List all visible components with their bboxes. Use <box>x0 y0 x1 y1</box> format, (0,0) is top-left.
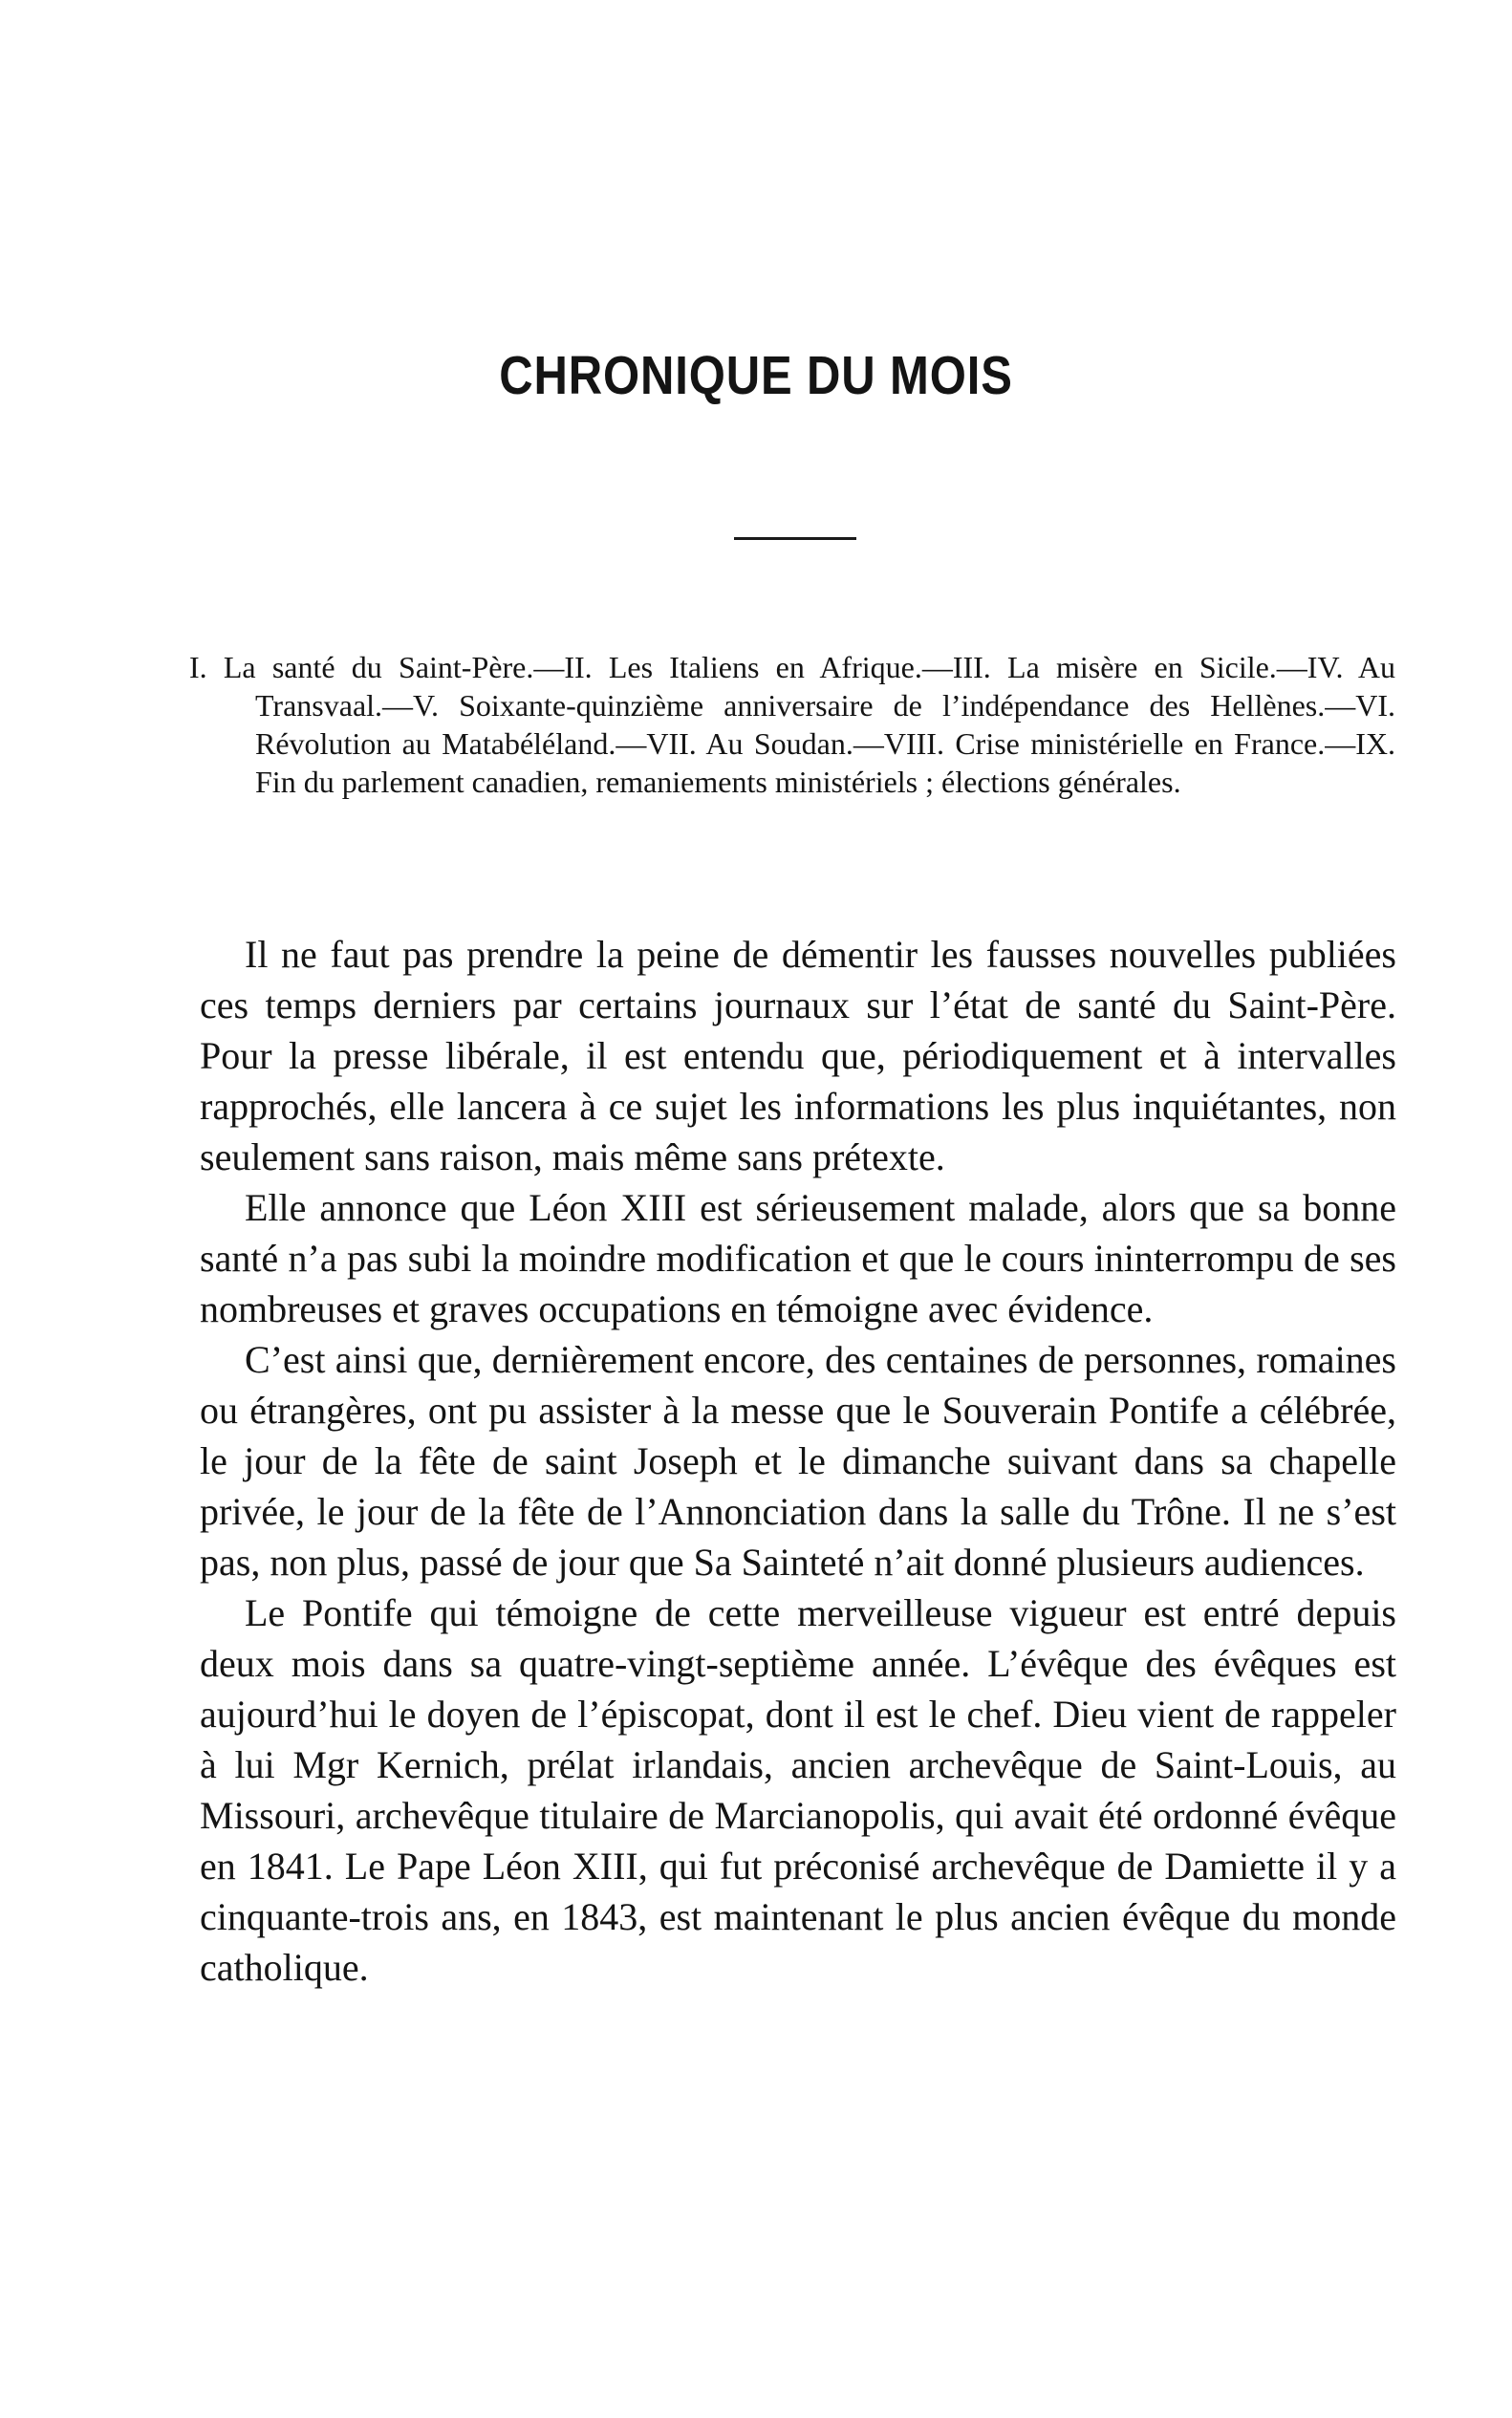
title-divider <box>734 537 856 540</box>
paragraph: C’est ainsi que, dernièrement encore, des centaines de personnes, romaines ou étrangères, ont pu assister à la messe que le Souverain Pontife a célébrée, le jour de la fête de saint Joseph et le dimanche suivant dans sa chapelle privée, le jour de la fête de l’Annonciation dans la salle du Trône. Il ne s’est pas, non plus, passé de jour que Sa Sainteté n’ait donné plusieurs audiences. <box>200 1338 1396 1584</box>
paragraph: Elle annonce que Léon XIII est sérieusement malade, alors que sa bonne santé n’a pas subi la moindre modification et que le cours ininterrompu de ses nombreuses et graves occupations en témoigne avec évidence. <box>200 1186 1396 1330</box>
article-body <box>200 929 1396 1993</box>
paragraph: Il ne faut pas prendre la peine de démentir les fausses nouvelles publiées ces temps derniers par certains journaux sur l’état de santé du Saint-Père. Pour la presse libérale, il est entendu que, périodiquement et à intervalles rapprochés, elle lancera à ce sujet les informations les plus inquiétantes, non seulement sans raison, mais même sans prétexte. <box>200 933 1396 1178</box>
paragraph: Le Pontife qui témoigne de cette merveilleuse vigueur est entré depuis deux mois dans sa quatre-vingt-septième année. L’évêque des évêques est aujourd’hui le doyen de l’épiscopat, dont il est le chef. Dieu vient de rappeler à lui Mgr Kernich, prélat irlandais, ancien archevêque de Saint-Louis, au Missouri, archevêque titulaire de Marcianopolis, qui avait été ordonné évêque en 1841. Le Pape Léon XIII, qui fut préconisé archevêque de Damiette il y a cinquante-trois ans, en 1843, est maintenant le plus ancien évêque du monde catholique. <box>200 1591 1396 1989</box>
chapter-summary: I. La santé du Saint-Père.—II. Les Italiens en Afrique.—III. La misère en Sicile.—IV. Au Transvaal.—V. Soixante-quinzième anniversaire de l’indépendance des Hellènes.—VI. Révolution au Matabéléland.—VII. Au Soudan.—VIII. Crise ministérielle en France.—IX. Fin du parlement canadien, remaniements ministériels ; élections générales. <box>189 650 1395 799</box>
page-title: CHRONIQUE DU MOIS <box>499 345 1013 406</box>
